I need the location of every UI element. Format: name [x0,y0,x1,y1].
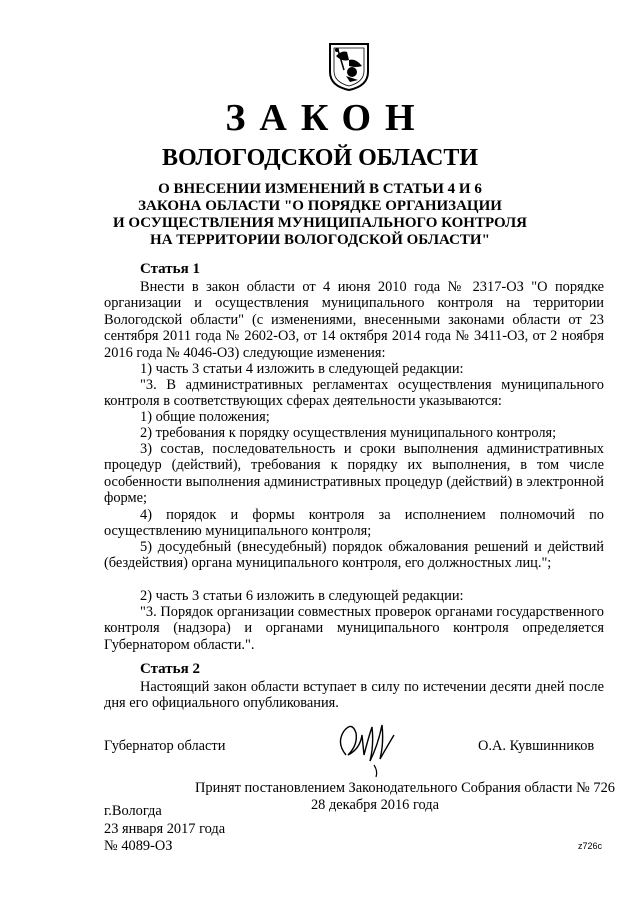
law-number: № 4089-ОЗ [104,838,173,854]
governor-name: О.А. Кувшинников [478,738,595,754]
signing-place: г.Вологда [104,803,162,819]
adoption-date: 28 декабря 2016 года [310,797,439,813]
document-subtitle [100,181,540,249]
governor-title: Губернатор области [104,738,226,754]
article-1-paragraph: "3. В административных регламентах осуществления муниципального контроля в соответствующих сферах деятельности указываются: [104,377,604,410]
coat-of-arms-icon [328,42,370,92]
article-1-paragraph: 2) часть 3 статьи 6 изложить в следующей редакции: [140,588,464,604]
document-region: ВОЛОГОДСКОЙ ОБЛАСТИ [161,145,479,171]
subtitle-line: О ВНЕСЕНИИ ИЗМЕНЕНИЙ В СТАТЬИ 4 И 6 [158,181,482,197]
article-1-paragraph: 2) требования к порядку осуществления муниципального контроля; [140,425,557,441]
article-1-paragraph: 4) порядок и формы контроля за исполнением полномочий по осуществлению муниципального контроля; [104,507,604,540]
article-1-paragraph: 3) состав, последовательность и сроки выполнения административных процедур (действий), требования к порядку их выполнения, в том числе особенности выполнения административных процедур (действий) в электронной форме; [104,441,604,507]
document-code: z726c [578,841,603,851]
article-2-heading: Статья 2 [140,661,200,677]
article-1-heading: Статья 1 [140,261,200,277]
article-2-paragraph: Настоящий закон области вступает в силу по истечении десяти дней после дня его официального опубликования. [104,679,604,712]
article-1-paragraph: 1) часть 3 статьи 4 изложить в следующей редакции: [140,361,464,377]
handwritten-signature-icon [334,715,400,779]
document-title: ЗАКОН [225,97,429,139]
article-1-paragraph: 1) общие положения; [140,409,270,425]
article-1-paragraph: 5) досудебный (внесудебный) порядок обжалования решений и действий (бездействия) органа муниципального контроля, его должностных лиц."; [104,539,604,572]
subtitle-line: НА ТЕРРИТОРИИ ВОЛОГОДСКОЙ ОБЛАСТИ" [150,232,490,248]
signing-date: 23 января 2017 года [104,821,226,837]
adoption-line: Принят постановлением Законодательного Собрания области № 726 [194,780,615,796]
subtitle-line: И ОСУЩЕСТВЛЕНИЯ МУНИЦИПАЛЬНОГО КОНТРОЛЯ [113,215,527,231]
subtitle-line: ЗАКОНА ОБЛАСТИ "О ПОРЯДКЕ ОРГАНИЗАЦИИ [138,198,502,214]
adoption-note [100,780,620,814]
article-1-paragraph: "3. Порядок организации совместных проверок органами государственного контроля (надзора) и органами муниципального контроля определяется Губернатором области.". [104,604,604,653]
article-1-paragraph: Внести в закон области от 4 июня 2010 года № 2317-ОЗ "О порядке организации и осуществления муниципального контроля на территории Вологодской области" (с изменениями, внесенными законами области от 23 сентября 2011 года № 2602-ОЗ, от 14 октября 2014 года № 3411-ОЗ, от 2 ноября 2016 года № 4046-ОЗ) следующие изменения: [104,279,604,361]
